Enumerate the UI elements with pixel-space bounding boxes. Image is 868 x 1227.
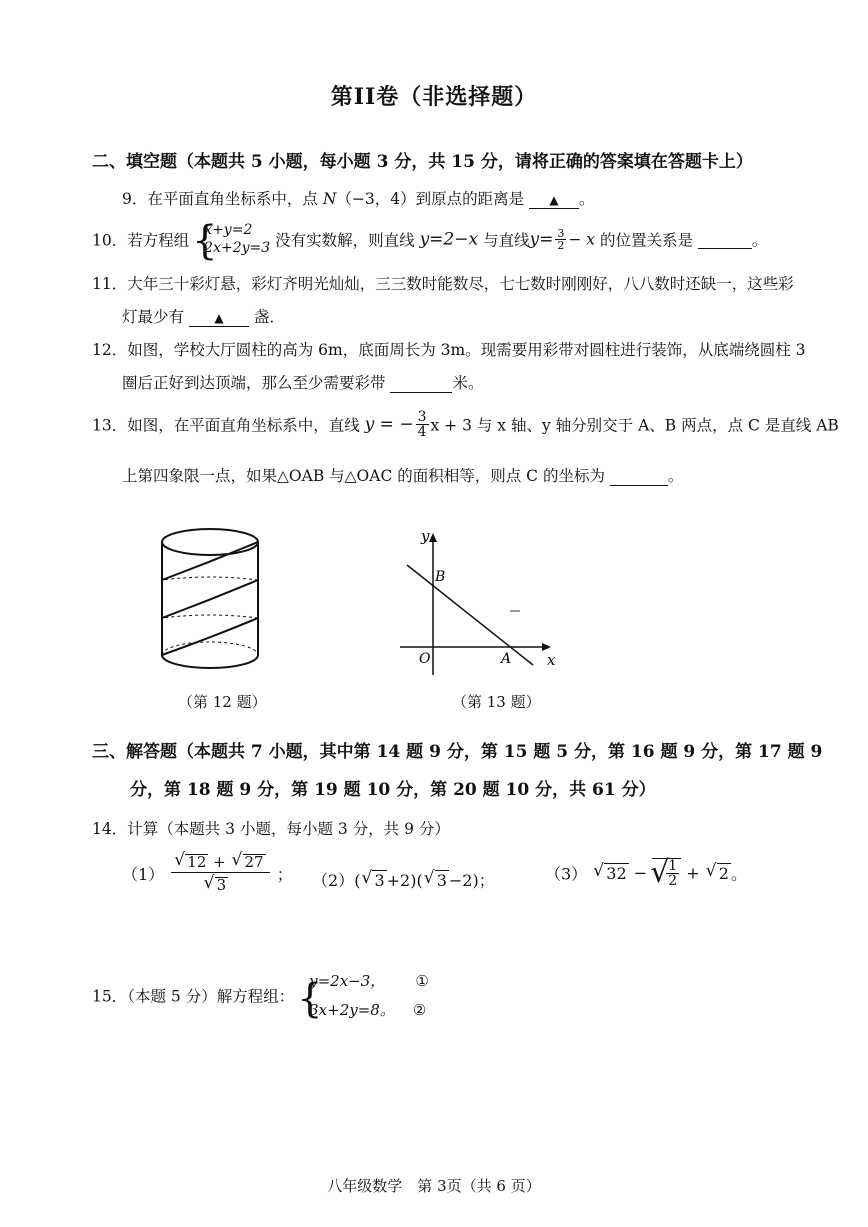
- figure-13-caption: （第 13 题）: [452, 693, 541, 711]
- equation-system: { y=2x−3， ① 3x+2y=8。 ②: [299, 967, 429, 1024]
- question-9: 9．在平面直角坐标系中，点 N（−3，4）到原点的距离是 ▲ 。: [122, 190, 595, 208]
- figure-13-graph: [395, 525, 565, 680]
- question-12-line-2: 圈后正好到达顶端，那么至少需要彩带 米。: [122, 374, 484, 392]
- question-14-part-1: （1） √ 12 + √ 27 √ 3 ；: [122, 854, 293, 893]
- equation-system: { x+y=2 2x+2y=3: [194, 222, 270, 257]
- question-11-line-1: 11．大年三十彩灯悬，彩灯齐明光灿灿，三三数时能数尽，七七数时刚刚好，八八数时还缺一，这些彩: [92, 275, 794, 293]
- figure-12-caption: （第 12 题）: [178, 693, 267, 711]
- point-n: N: [322, 190, 337, 208]
- question-13-line-2: 上第四象限一点，如果△OAB 与△OAC 的面积相等，则点 C 的坐标为 。: [122, 467, 684, 485]
- page-footer: 八年级数学 第 3页（共 6 页）: [327, 1177, 541, 1195]
- question-12-line-1: 12．如图，学校大厅圆柱的高为 6m，底面周长为 3m。现需要用彩带对圆柱进行装饰，从底端绕圆柱 3: [92, 341, 806, 359]
- question-11-line-2: 灯最少有 ▲ 盏．: [122, 308, 285, 326]
- y-axis-arrow: [429, 533, 437, 542]
- answer-blank: ▲: [529, 190, 579, 209]
- label-b: B: [435, 569, 446, 585]
- answer-blank: [610, 467, 668, 486]
- question-10: 10．若方程组 { x+y=2 2x+2y=3 没有实数解，则直线 y=2−x 与直线y= $\frac{3}{2}$ − x 的位置关系是 。: [92, 222, 767, 257]
- label-x: x: [547, 651, 556, 669]
- label-a: A: [501, 651, 512, 667]
- answer-blank: ▲: [189, 308, 249, 327]
- label-origin: O: [419, 651, 431, 667]
- section-2-heading: 二、填空题（本题共 5 小题，每小题 3 分，共 15 分，请将正确的答案填在答题卡上）: [92, 152, 753, 172]
- answer-blank: [390, 374, 452, 393]
- question-15: 15．（本题 5 分）解方程组： { y=2x−3， ① 3x+2y=8。 ②: [92, 967, 429, 1024]
- line-ab: [407, 565, 533, 665]
- question-14-heading: 14．计算（本题共 3 小题，每小题 3 分，共 9 分）: [92, 820, 450, 838]
- section-3-heading-line-2: 分，第 18 题 9 分，第 19 题 10 分，第 20 题 10 分，共 61 分）: [130, 780, 656, 800]
- figure-12-cylinder: [150, 520, 270, 680]
- section-3-heading-line-1: 三、解答题（本题共 7 小题，其中第 14 题 9 分，第 15 题 5 分，第 16 题 9 分，第 17 题 9: [92, 742, 823, 762]
- question-13-line-1: 13．如图，在平面直角坐标系中，直线 y = − $\frac{3}{4}$ x + 3 与 x 轴、y 轴分别交于 A、B 两点，点 C 是直线 AB: [92, 409, 839, 440]
- x-axis-arrow: [542, 643, 551, 651]
- answer-blank: [698, 230, 752, 249]
- sqrt-fraction: √ $\frac{1}{2}$: [652, 858, 681, 888]
- question-14-part-2: （2）(√ 3 +2)(√ 3 −2)；: [312, 868, 495, 891]
- fraction: √ 12 + √ 27 √ 3: [171, 854, 269, 893]
- fraction: $\frac{3}{2}$: [557, 227, 565, 252]
- question-14-part-3: （3） √ 32 − √ $\frac{1}{2}$ + √ 2 。: [545, 858, 747, 888]
- page-title: 第II卷（非选择题）: [330, 84, 538, 110]
- fraction: $\frac{3}{4}$: [417, 409, 427, 440]
- label-y: y: [421, 527, 430, 545]
